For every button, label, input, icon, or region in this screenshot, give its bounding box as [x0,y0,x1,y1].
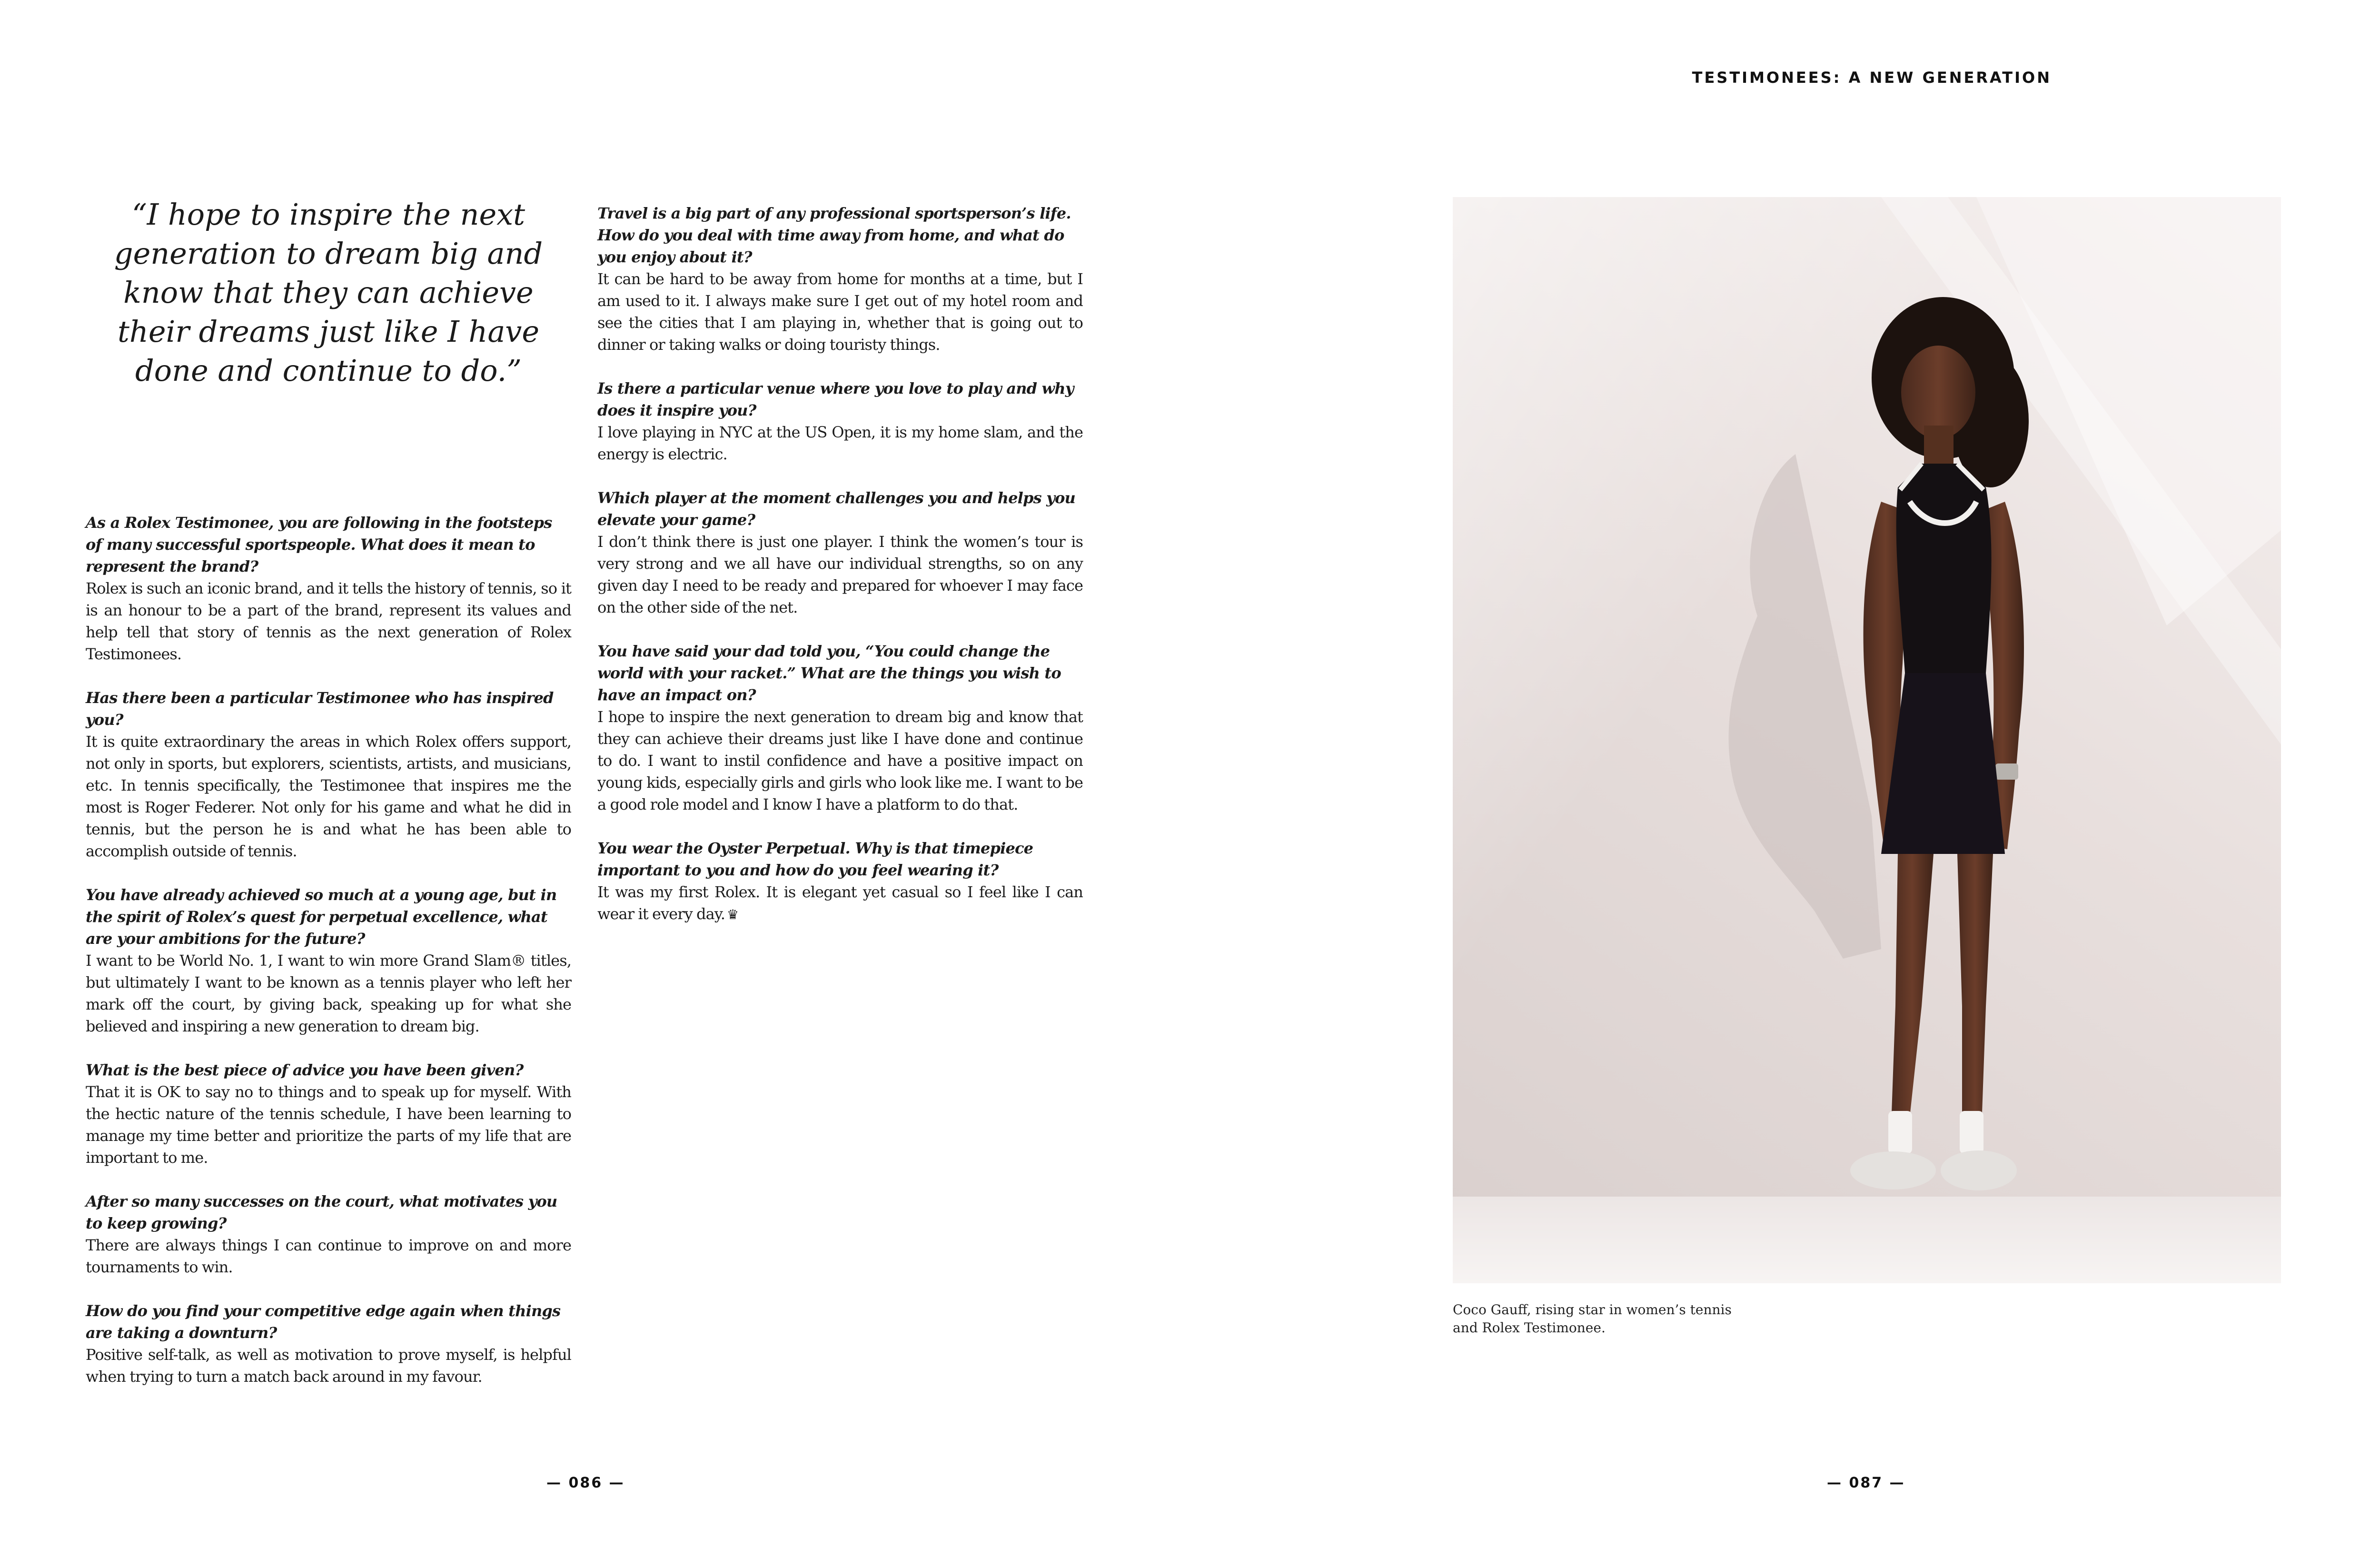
photo-caption: Coco Gauff, rising star in women’s tennis and Rolex Testimonee. [1453,1302,1732,1336]
pull-quote: “I hope to inspire the next generation to dream big and know that they can achieve their dreams just like I have done and continue to do.” [114,197,543,388]
interview-answer: It is quite extraordinary the areas in which Rolex offers support, not only in sports, but explorers, scientists, artists, and musicians, etc. In tennis specifically, the Testimonee that inspires me the most is Roger Federer. Not only for his game and what he did in tennis, but the person he is and what he has been able to accomplish outside of tennis. [86,733,571,860]
interview-answer: I want to be World No. 1, I want to win more Grand Slam® titles, but ultimately I want to be known as a tennis player who left her mark off the court, by giving back, speaking up for what she believed and inspiring a new generation to dream big. [86,951,571,1035]
athlete-illustration [1453,197,2281,1283]
interview-question: Is there a particular venue where you love to play and why does it inspire you? [597,379,1074,419]
interview-answer: Rolex is such an iconic brand, and it tells the history of tennis, so it is an honour to be a part of the brand, represent its values and help tell that story of tennis as the next generation of Rolex Testimonees. [86,579,571,663]
qa-block [86,884,571,1037]
interview-answer: I love playing in NYC at the US Open, it is my home slam, and the energy is electric. [597,423,1083,463]
interview-question: Which player at the moment challenges you and helps you elevate your game? [597,489,1075,529]
athlete-photo [1453,197,2281,1283]
interview-column-left [86,512,571,1409]
interview-answer: Positive self-talk, as well as motivation to prove myself, is helpful when trying to turn a match back around in my favour. [86,1346,571,1386]
interview-answer: I hope to inspire the next generation to dream big and know that they can achieve their dreams just like I have done and continue to do. I want to instil confidence and have a positive impact on young kids, especially girls and girls who look like me. I want to be a good role model and I know I have a platform to do that. [597,708,1083,813]
qa-block [86,1190,571,1278]
interview-question: You wear the Oyster Perpetual. Why is that timepiece important to you and how do you feel wearing it? [597,839,1033,879]
page-number-right: — 087 — [1827,1475,1905,1491]
qa-block [597,487,1083,618]
interview-question: How do you find your competitive edge again when things are taking a downturn? [86,1302,561,1342]
interview-question: After so many successes on the court, what motivates you to keep growing? [86,1192,557,1232]
interview-answer: I don’t think there is just one player. I think the women’s tour is very strong and we all have our individual strengths, so on any given day I need to be ready and prepared for whoever I may face on the other side of the net. [597,533,1083,616]
answer-text: It was my first Rolex. It is elegant yet casual so I feel like I can wear it every day. [597,883,1083,923]
interview-answer: That it is OK to say no to things and to speak up for myself. With the hectic nature of the tennis schedule, I have been learning to manage my time better and prioritize the parts of my life that are important to me. [86,1083,571,1167]
interview-question: You have already achieved so much at a young age, but in the spirit of Rolex’s quest for perpetual excellence, what are your ambitions for the future? [86,886,557,948]
interview-column-right [597,202,1083,948]
qa-block [86,1300,571,1387]
qa-block [86,687,571,862]
interview-answer: There are always things I can continue to improve on and more tournaments to win. [86,1236,571,1276]
qa-block [597,640,1083,815]
interview-question: Travel is a big part of any professional sportsperson’s life. How do you deal with time away from home, and what do you enjoy about it? [597,204,1071,266]
qa-block [597,837,1083,926]
interview-question: Has there been a particular Testimonee who has inspired you? [86,689,554,729]
qa-block [597,202,1083,356]
page-number-left: — 086 — [546,1475,625,1491]
qa-block [597,377,1083,465]
interview-answer: It can be hard to be away from home for months at a time, but I am used to it. I always make sure I get out of my hotel room and see the cities that I am playing in, whether that is going out to dinner or taking walks or doing touristy things. [597,270,1083,354]
interview-question: What is the best piece of advice you have been given? [86,1061,524,1079]
qa-block [86,1059,571,1169]
crown-icon: ♛ [727,907,739,922]
interview-answer [597,881,1083,926]
interview-question: As a Rolex Testimonee, you are following in the footsteps of many successful sportspeople. What does it mean to represent the brand? [86,514,552,575]
interview-question: You have said your dad told you, “You could change the world with your racket.” What are the things you wish to have an impact on? [597,642,1061,704]
running-header: TESTIMONEES: A NEW GENERATION [1692,69,2052,87]
qa-block [86,512,571,665]
